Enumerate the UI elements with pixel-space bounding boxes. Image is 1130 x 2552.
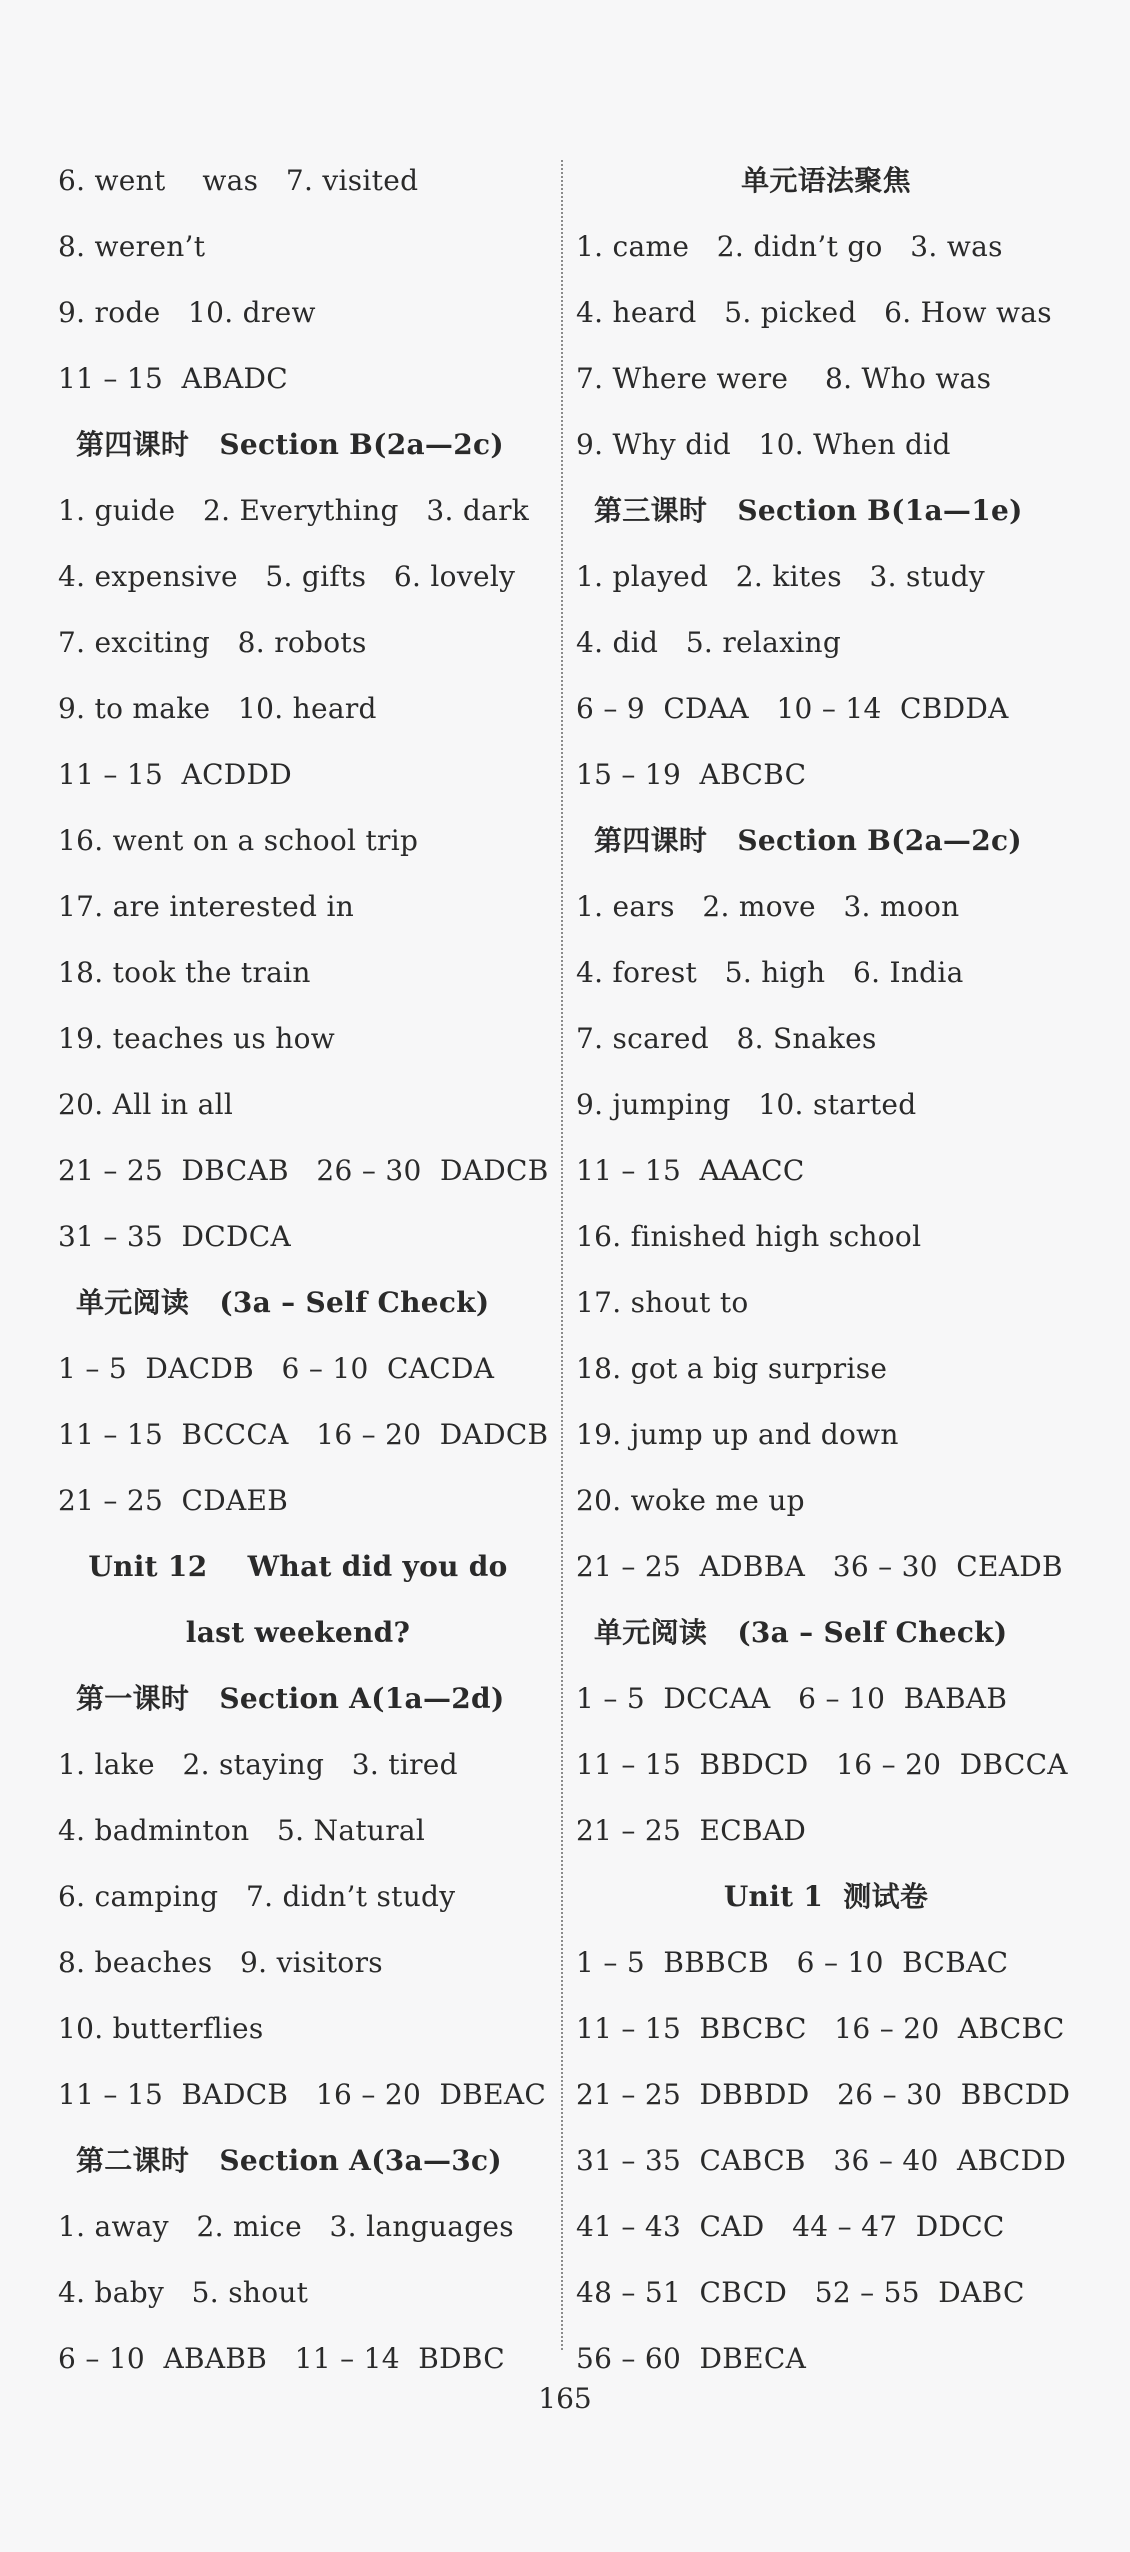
answer-line: 7. exciting 8. robots [58, 626, 367, 659]
answer-line: 1. lake 2. staying 3. tired [58, 1748, 458, 1781]
answer-line: 31 – 35 CABCB 36 – 40 ABCDD [576, 2144, 1067, 2177]
answer-line: 19. teaches us how [58, 1022, 336, 1055]
answer-line: 6. went was 7. visited [58, 164, 419, 197]
answer-line: 6. camping 7. didn’t study [58, 1880, 456, 1913]
answer-line: 21 – 25 DBCAB 26 – 30 DADCB [58, 1154, 549, 1187]
answer-line: 6 – 9 CDAA 10 – 14 CBDDA [576, 692, 1009, 725]
answer-line: 17. are interested in [58, 890, 355, 923]
answer-line: 1 – 5 DACDB 6 – 10 CACDA [58, 1352, 495, 1385]
answer-line: 48 – 51 CBCD 52 – 55 DABC [576, 2276, 1025, 2309]
answer-line: 21 – 25 ECBAD [576, 1814, 807, 1847]
answer-line: 21 – 25 CDAEB [58, 1484, 289, 1517]
answer-line: 1. ears 2. move 3. moon [576, 890, 960, 923]
section-heading: Unit 12 What did you do [88, 1550, 508, 1583]
answer-line: 1. played 2. kites 3. study [576, 560, 985, 593]
section-heading: 第二课时 Section A(3a—3c) [76, 2144, 502, 2177]
section-heading: 单元语法聚焦 [741, 164, 911, 197]
answer-line: 21 – 25 ADBBA 36 – 30 CEADB [576, 1550, 1063, 1583]
answer-line: 8. beaches 9. visitors [58, 1946, 383, 1979]
answer-line: 9. rode 10. drew [58, 296, 316, 329]
answer-line: 31 – 35 DCDCA [58, 1220, 292, 1253]
answer-line: 11 – 15 ACDDD [58, 758, 293, 791]
answer-line: 4. heard 5. picked 6. How was [576, 296, 1052, 329]
section-heading: Unit 1 测试卷 [723, 1880, 929, 1913]
answer-line: 41 – 43 CAD 44 – 47 DDCC [576, 2210, 1005, 2243]
section-heading: 第四课时 Section B(2a—2c) [76, 428, 504, 461]
page-number: 165 [538, 2382, 592, 2415]
section-heading: 第三课时 Section B(1a—1e) [594, 494, 1023, 527]
answer-line: 9. to make 10. heard [58, 692, 377, 725]
answer-line: 4. forest 5. high 6. India [576, 956, 964, 989]
answer-line: 11 – 15 BBCBC 16 – 20 ABCBC [576, 2012, 1065, 2045]
left-column [58, 148, 549, 2392]
answer-line: 9. Why did 10. When did [576, 428, 951, 461]
section-heading: 单元阅读 (3a – Self Check) [76, 1286, 490, 1319]
answer-line: 18. took the train [58, 956, 311, 989]
answer-line: 10. butterflies [58, 2012, 264, 2045]
section-heading: 第一课时 Section A(1a—2d) [76, 1682, 505, 1715]
answer-line: 11 – 15 ABADC [58, 362, 288, 395]
answer-line: 1 – 5 DCCAA 6 – 10 BABAB [576, 1682, 1008, 1715]
answer-line: 6 – 10 ABABB 11 – 14 BDBC [58, 2342, 506, 2375]
answer-line: 4. badminton 5. Natural [58, 1814, 426, 1847]
answer-line: 17. shout to [576, 1286, 749, 1319]
section-heading: 单元阅读 (3a – Self Check) [594, 1616, 1008, 1649]
answer-line: 56 – 60 DBECA [576, 2342, 807, 2375]
answer-line: 7. scared 8. Snakes [576, 1022, 877, 1055]
section-heading: 第四课时 Section B(2a—2c) [594, 824, 1022, 857]
answer-line: 16. went on a school trip [58, 824, 419, 857]
answer-line: 20. All in all [58, 1088, 234, 1121]
answer-line: 20. woke me up [576, 1484, 805, 1517]
answer-line: 11 – 15 BBDCD 16 – 20 DBCCA [576, 1748, 1068, 1781]
answer-line: 7. Where were 8. Who was [576, 362, 992, 395]
answer-line: 16. finished high school [576, 1220, 922, 1253]
answer-line: 15 – 19 ABCBC [576, 758, 807, 791]
answer-line: 1. guide 2. Everything 3. dark [58, 494, 530, 527]
section-heading: last weekend? [185, 1616, 411, 1649]
answer-line: 1. away 2. mice 3. languages [58, 2210, 514, 2243]
answer-line: 8. weren’t [58, 230, 206, 263]
answer-line: 11 – 15 BCCCA 16 – 20 DADCB [58, 1418, 549, 1451]
answer-line: 18. got a big surprise [576, 1352, 888, 1385]
answer-line: 4. expensive 5. gifts 6. lovely [58, 560, 516, 593]
answer-line: 1. came 2. didn’t go 3. was [576, 230, 1003, 263]
answer-line: 11 – 15 BADCB 16 – 20 DBEAC [58, 2078, 547, 2111]
answer-line: 4. did 5. relaxing [576, 626, 842, 659]
answer-line: 9. jumping 10. started [576, 1088, 917, 1121]
answer-line: 11 – 15 AAACC [576, 1154, 805, 1187]
right-column [576, 148, 1076, 2392]
answer-line: 21 – 25 DBBDD 26 – 30 BBCDD [576, 2078, 1071, 2111]
answer-line: 19. jump up and down [576, 1418, 899, 1451]
answer-line: 1 – 5 BBBCB 6 – 10 BCBAC [576, 1946, 1009, 1979]
answer-line: 4. baby 5. shout [58, 2276, 309, 2309]
column-divider [561, 160, 563, 2350]
